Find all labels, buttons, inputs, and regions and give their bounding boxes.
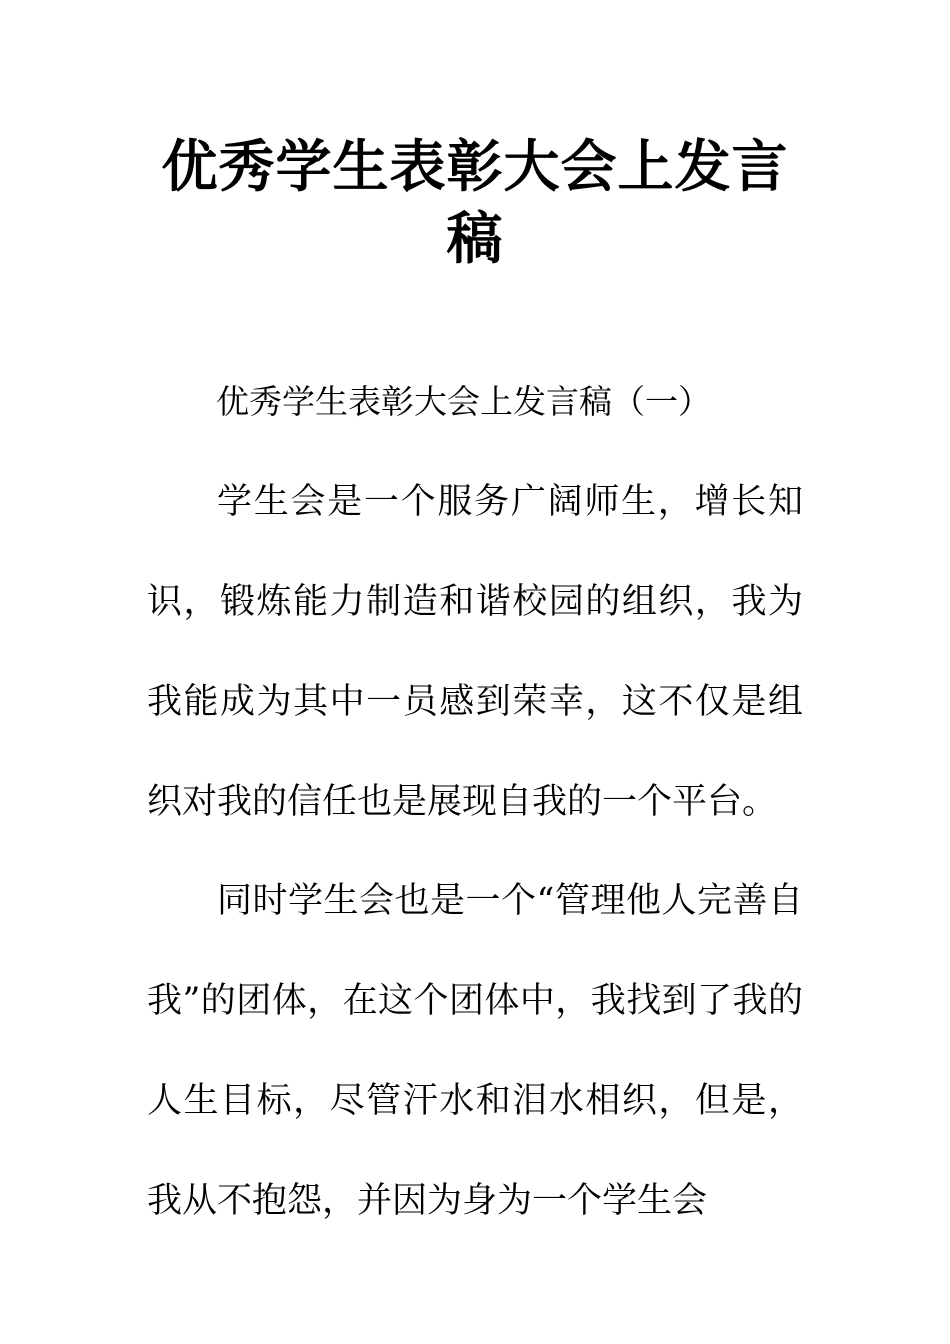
section-subtitle: 优秀学生表彰大会上发言稿（一） <box>216 382 711 421</box>
body-paragraph-1: 学生会是一个服务广阔师生，增长知识，锻炼能力制造和谐校园的组织，我为我能成为其中一员感到荣幸，这不仅是组织对我的信任也是展现自我的一个平台。 <box>147 482 803 822</box>
body-paragraph-2: 同时学生会也是一个“管理他人完善自我”的团体，在这个团体中，我找到了我的人生目标，尽管汗水和泪水相织，但是，我从不抱怨，并因为身为一个学生会 <box>147 881 803 1221</box>
document-title: 优秀学生表彰大会上发言稿 <box>161 135 789 272</box>
